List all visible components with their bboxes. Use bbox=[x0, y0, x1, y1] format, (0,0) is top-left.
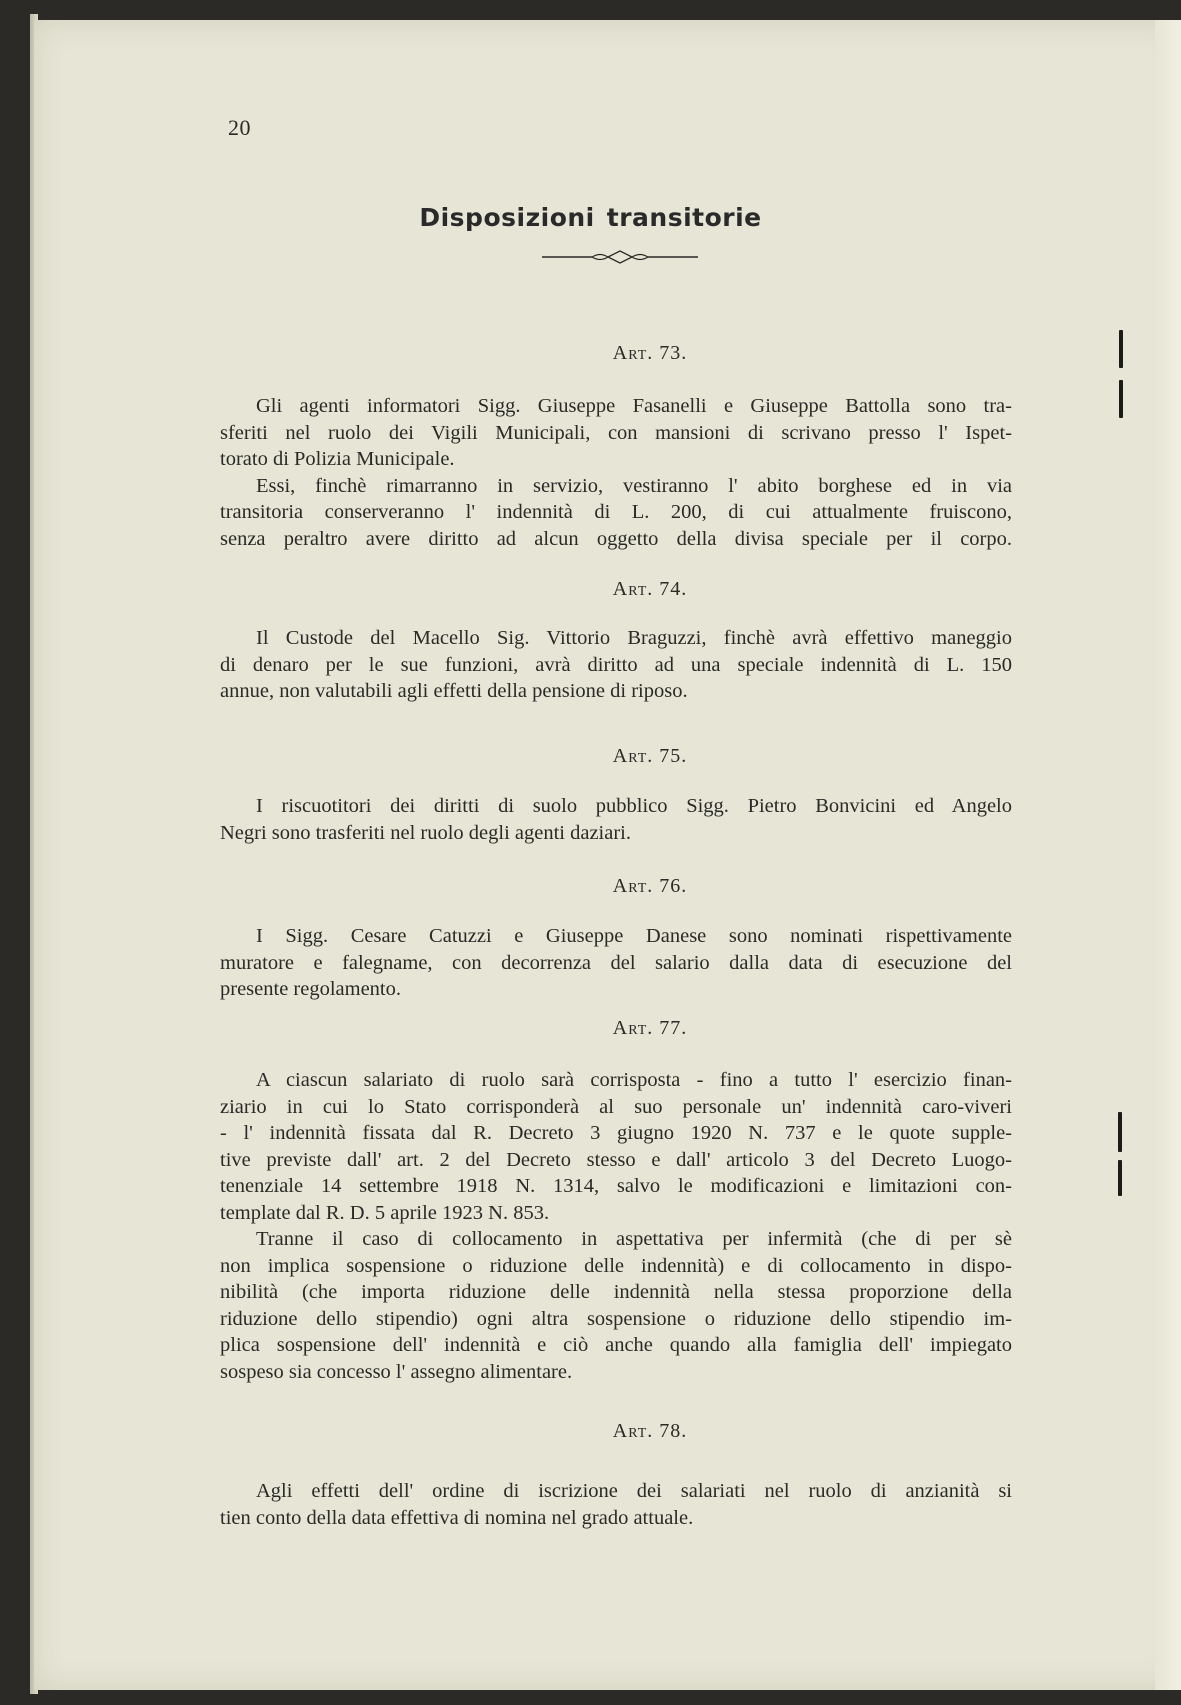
article-heading-number: 77. bbox=[659, 1017, 688, 1039]
text-line: Il Custode del Macello Sig. Vittorio Braguzzi, finchè avrà effettivo maneggio bbox=[256, 627, 1012, 649]
text-line: I Sigg. Cesare Catuzzi e Giuseppe Danese sono nominati rispettivamente bbox=[256, 925, 1012, 947]
article-heading-prefix: Art. bbox=[612, 342, 654, 364]
text-line: tenenziale 14 settembre 1918 N. 1314, salvo le modificazioni e limitazioni con- bbox=[220, 1175, 1012, 1197]
text-line: plica sospensione dell' indennità e ciò anche quando alla famiglia dell' impiegato bbox=[220, 1334, 1012, 1356]
article-78-heading bbox=[0, 1420, 1181, 1443]
article-74-heading bbox=[0, 578, 1181, 601]
section-title bbox=[0, 203, 1181, 232]
article-75-body bbox=[220, 793, 1012, 846]
text-line: sospeso sia concesso l' assegno alimentare. bbox=[220, 1360, 573, 1383]
article-77-heading bbox=[0, 1017, 1181, 1040]
article-heading-number: 75. bbox=[659, 745, 688, 767]
text-line: sferiti nel ruolo dei Vigili Municipali, con mansioni di scrivano presso l' Ispet- bbox=[220, 421, 1012, 444]
text-line: Tranne il caso di collocamento in aspettativa per infermità (che di per sè bbox=[256, 1228, 1012, 1250]
article-73-heading bbox=[0, 342, 1181, 365]
article-heading-prefix: Art. bbox=[612, 578, 654, 600]
text-line: riduzione dello stipendio) ogni altra sospensione o riduzione dello stipendio im- bbox=[220, 1307, 1012, 1330]
text-line: senza peraltro avere diritto ad alcun oggetto della divisa speciale per il corpo. bbox=[220, 527, 1012, 550]
article-77-body bbox=[220, 1067, 1012, 1385]
article-heading-prefix: Art. bbox=[612, 745, 654, 767]
section-title-word-2: transitorie bbox=[606, 203, 762, 232]
article-75-heading bbox=[0, 745, 1181, 768]
margin-mark bbox=[1118, 1112, 1122, 1152]
text-line: non implica sospensione o riduzione delle indennità) e di collocamento in dispo- bbox=[220, 1254, 1012, 1277]
margin-mark bbox=[1119, 330, 1123, 368]
section-title-word-1: Disposizioni bbox=[419, 203, 595, 232]
page-number: 20 bbox=[228, 115, 251, 140]
text-line: annue, non valutabili agli effetti della pensione di riposo. bbox=[220, 680, 688, 702]
margin-mark bbox=[1119, 380, 1123, 418]
text-line: Essi, finchè rimarranno in servizio, vestiranno l' abito borghese ed in via bbox=[256, 474, 1012, 497]
text-line: tive previste dall' art. 2 del Decreto stesso e dall' articolo 3 del Decreto Luogo- bbox=[220, 1148, 1012, 1171]
article-74-body bbox=[220, 625, 1012, 705]
text-line: - l' indennità fissata dal R. Decreto 3 giugno 1920 N. 737 e le quote supple- bbox=[220, 1122, 1012, 1144]
article-heading-prefix: Art. bbox=[612, 1017, 654, 1039]
text-line: presente regolamento. bbox=[220, 978, 402, 1000]
article-heading-number: 74. bbox=[659, 578, 688, 600]
article-78-body bbox=[220, 1478, 1012, 1531]
text-line: Gli agenti informatori Sigg. Giuseppe Fasanelli e Giuseppe Battolla sono tra- bbox=[256, 395, 1012, 417]
text-line: torato di Polizia Municipale. bbox=[220, 448, 455, 470]
text-line: I riscuotitori dei diritti di suolo pubblico Sigg. Pietro Bonvicini ed Angelo bbox=[256, 795, 1012, 817]
text-line: template dal R. D. 5 aprile 1923 N. 853. bbox=[220, 1201, 550, 1224]
article-heading-prefix: Art. bbox=[612, 1420, 654, 1442]
text-line: nibilità (che importa riduzione delle indennità nella stessa proporzione della bbox=[220, 1281, 1012, 1303]
text-line: ziario in cui lo Stato corrisponderà al suo personale un' indennità caro-viveri bbox=[220, 1095, 1012, 1118]
article-heading-prefix: Art. bbox=[612, 875, 654, 897]
title-ornament-icon bbox=[540, 250, 700, 264]
article-76-heading bbox=[0, 875, 1181, 898]
text-line: Agli effetti dell' ordine di iscrizione dei salariati nel ruolo di anzianità si bbox=[256, 1480, 1012, 1502]
article-76-body bbox=[220, 923, 1012, 1003]
margin-mark bbox=[1118, 1160, 1122, 1196]
text-line: muratore e falegname, con decorrenza del salario dalla data di esecuzione del bbox=[220, 951, 1012, 974]
article-heading-number: 73. bbox=[659, 342, 688, 364]
article-73-body bbox=[220, 393, 1012, 552]
article-heading-number: 78. bbox=[659, 1420, 688, 1442]
article-heading-number: 76. bbox=[659, 875, 688, 897]
text-line: tien conto della data effettiva di nomina nel grado attuale. bbox=[220, 1506, 694, 1529]
text-line: Negri sono trasferiti nel ruolo degli agenti daziari. bbox=[220, 821, 632, 844]
text-line: transitoria conserveranno l' indennità di L. 200, di cui attualmente fruiscono, bbox=[220, 501, 1012, 523]
text-line: di denaro per le sue funzioni, avrà diritto ad una speciale indennità di L. 150 bbox=[220, 653, 1012, 676]
text-line: A ciascun salariato di ruolo sarà corrisposta - fino a tutto l' esercizio finan- bbox=[256, 1069, 1012, 1091]
